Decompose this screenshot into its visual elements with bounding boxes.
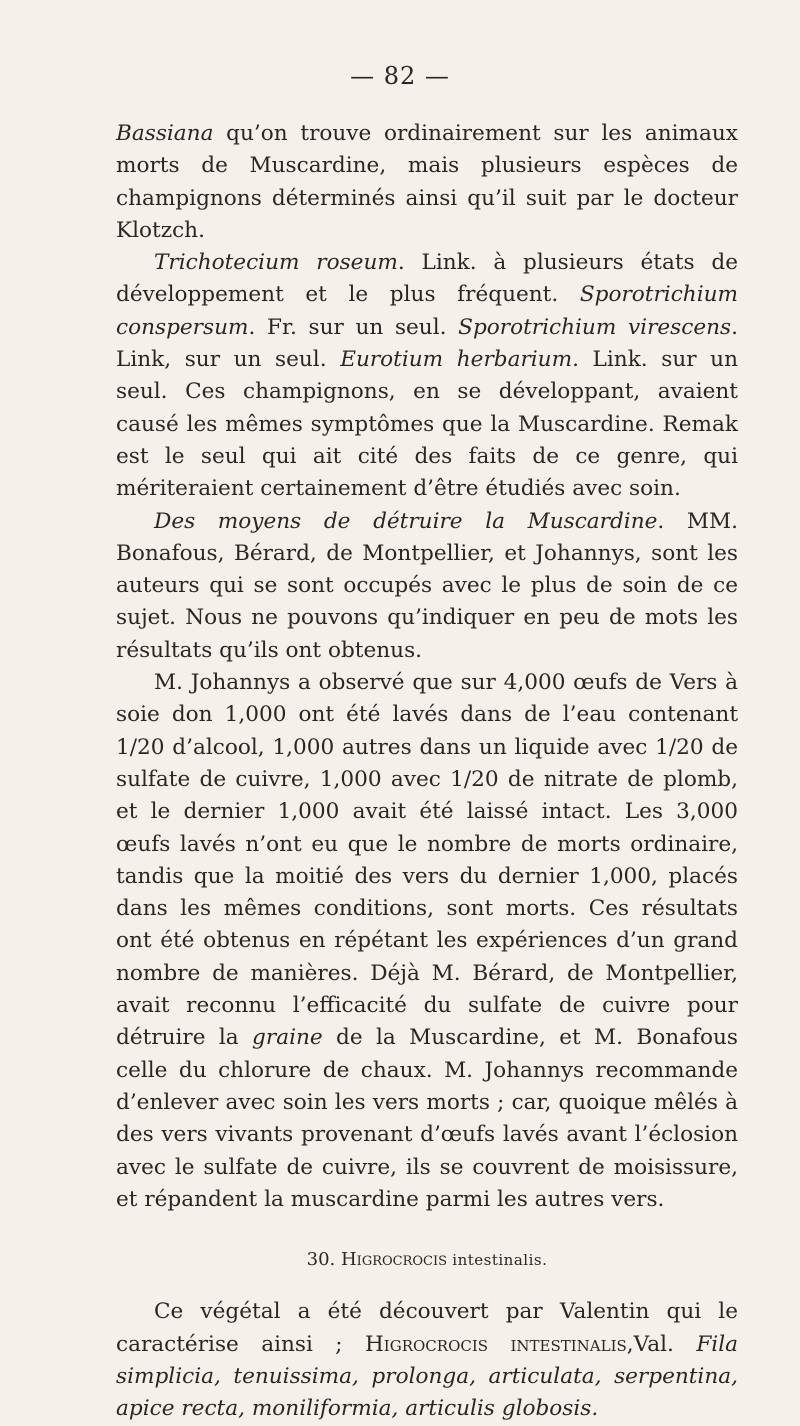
paragraph-text: . Link, sur un seul. — [116, 314, 738, 373]
paragraph-means — [116, 506, 738, 667]
paragraph-johannys — [116, 667, 738, 1216]
taxon-name: Bassiana — [116, 121, 214, 146]
paragraph-text: Ce végétal a été découvert par Valentin qui le caractérise ainsi ; — [116, 1299, 738, 1357]
paragraph-text: . Fr. sur un seul. — [248, 314, 459, 340]
paragraph-higrocrocis — [116, 1296, 738, 1425]
section-title-genus: Higrocrocis — [340, 1249, 448, 1271]
paragraph-bassiana — [116, 118, 738, 247]
paragraph-text: ,Val. — [626, 1331, 697, 1357]
paragraph-text: de la Muscardine, et M. Bonafous celle du chlorure de chaux. M. Johannys recommande d’enlever avec soin les vers morts ; car, quoique mêlés à des vers vivants provenant d’œufs lavés avant l’éclosion avec le sulfate de cuivre, ils se couvrent de moisissure, et répandent la muscardine parmi les autres vers. — [116, 1025, 738, 1212]
section-heading — [116, 1244, 738, 1276]
paragraph-text: . Link. à plusieurs états de développement et le plus fréquent. — [116, 250, 738, 308]
page-body — [116, 118, 738, 1426]
section-title-species: intestinalis. — [447, 1251, 548, 1270]
run-in-title: Des moyens de détruire la Muscardine — [154, 508, 658, 534]
paragraph-text: qu’on trouve ordinairement sur les animaux morts de Muscardine, mais plusieurs espèces de champignons déterminés ainsi qu’il suit par le docteur Klotzch. — [116, 121, 738, 243]
emphasis-term: graine — [252, 1025, 323, 1051]
paragraph-text: . Link. sur un seul. Ces champignons, en se développant, avaient causé les mêmes symptômes que la Muscardine. Remak est le seul qui ait cité des faits de ce genre, qui mériteraient certainement d’être étudiés avec soin. — [116, 347, 738, 502]
paragraph-text: M. Johannys a observé que sur 4,000 œufs de Vers à soie don 1,000 ont été lavés dans de l’eau contenant 1/20 d’alcool, 1,000 autres dans un liquide avec 1/20 de sulfate de cuivre, 1,000 avec 1/20 de nitrate de plomb, et le dernier 1,000 avait été laissé intact. Les 3,000 œufs lavés n’ont eu que le nombre de morts ordinaire, tandis que la moitié des vers du dernier 1,000, placés dans les mêmes conditions, sont morts. Ces résultats ont été obtenus en répétant les expériences d’un grand nombre de manières. Déjà M. Bérard, de Montpellier, avait reconnu l’efficacité du sulfate de cuivre pour détruire la — [116, 670, 738, 1051]
section-number: 30. — [306, 1249, 341, 1271]
taxon-name-smallcaps: Higrocrocis intestinalis — [364, 1331, 627, 1357]
latin-diagnosis: Fila simplicia, tenuissima, prolonga, articulata, serpentina, apice recta, moniliformia, articulis globosis. — [116, 1331, 738, 1422]
paragraph-fungi-list — [116, 247, 738, 505]
taxon-name: Sporotrichium virescens — [458, 314, 732, 340]
paragraph-text: . MM. Bonafous, Bérard, de Montpellier, et Johannys, sont les auteurs qui se sont occupés avec le plus de soin de ce sujet. Nous ne pouvons qu’indiquer en peu de mots les résultats qu’ils ont obtenus. — [116, 508, 738, 663]
taxon-name: Eurotium herbarium — [340, 347, 573, 373]
taxon-name: Trichotecium roseum — [154, 250, 398, 276]
taxon-name: Sporotrichium conspersum — [116, 282, 738, 340]
page-number: — 82 — — [350, 62, 450, 90]
